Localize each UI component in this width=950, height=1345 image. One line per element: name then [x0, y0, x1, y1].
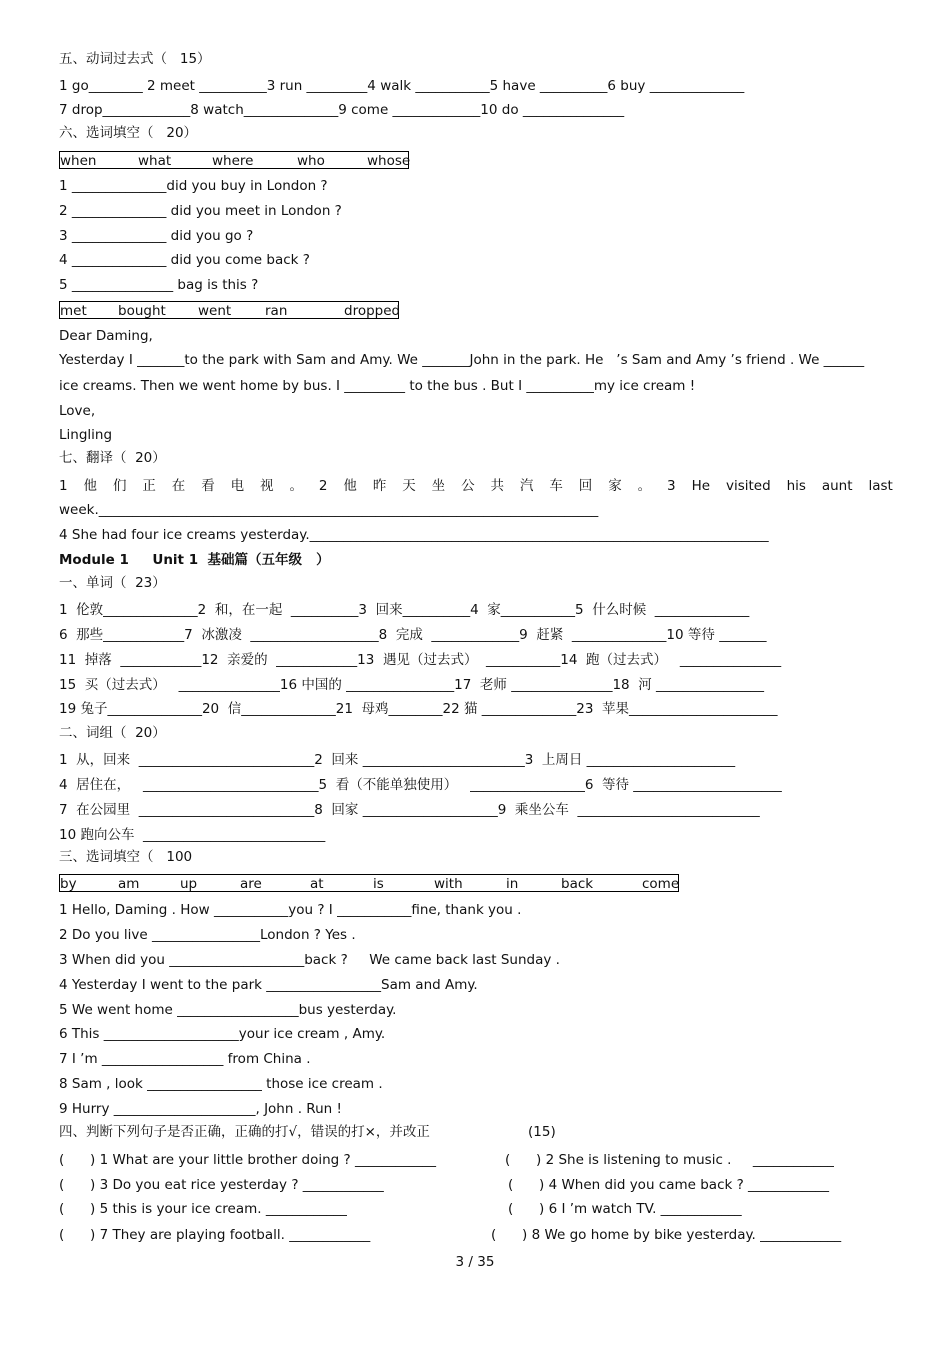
vocab-row: 6 那些____________7 冰激凌 ___________________8 完成 _____________9 赶紧 ______________10 等待 _______ [59, 627, 767, 643]
translation-word: 看 [201, 478, 215, 494]
translation-word: 共 [490, 478, 505, 494]
translation-word: 电 [230, 478, 245, 494]
section-3-question: 5 We went home __________________bus yesterday. [59, 1002, 397, 1018]
translation-line-1 [59, 477, 893, 495]
section-6-question: 5 _______________ bag is this ? [59, 277, 259, 293]
word-box-item: who [297, 153, 325, 169]
translation-word: 天 [402, 478, 416, 494]
word-box-1 [59, 151, 409, 169]
translation-word: 。 [289, 478, 303, 494]
vocab-row: 19 兔子______________20 信______________21 母鸡________22 猫 ______________23 苹果______________________ [59, 701, 778, 717]
section-6-question: 1 ______________did you buy in London ? [59, 178, 328, 194]
section-2-heading: 二、词组（ 20） [59, 725, 166, 741]
translation-word: 汽 [519, 478, 534, 494]
translation-word: 公 [461, 478, 475, 494]
page-number: 3 / 35 [455, 1254, 495, 1270]
vocab-row: 11 掉落 ____________12 亲爱的 ____________13 遇见（过去式） ___________14 跑（过去式） _______________ [59, 652, 782, 668]
vocab-row: 15 买（过去式） _______________16 中国的 ________________17 老师 _______________18 河 ________________ [59, 677, 764, 693]
translation-word: 3 [667, 478, 676, 494]
translation-word: 昨 [372, 478, 387, 494]
letter-line: ice creams. Then we went home by bus. I _________ to the bus . But I __________my ice cream ! [59, 378, 696, 394]
section-6-question: 4 ______________ did you come back ? [59, 252, 310, 268]
section-5-row-2: 7 drop_____________8 watch______________9 come _____________10 do _______________ [59, 102, 625, 118]
translation-word: 他 [343, 478, 357, 494]
section-3-question: 9 Hurry _____________________, John . Run ! [59, 1101, 342, 1117]
translation-word: his [786, 478, 806, 494]
phrase-row: 4 居住在， __________________________5 看（不能单独使用） _________________6 等待 ______________________ [59, 777, 782, 793]
word-box-item: is [373, 876, 384, 892]
phrase-row: 7 在公园里 __________________________8 回家 ____________________9 乘坐公车 ___________________________ [59, 802, 760, 818]
section-3-question: 2 Do you live ________________London ? Yes . [59, 927, 356, 943]
word-box-item: whose [367, 153, 411, 169]
section-3-question: 7 I ’m __________________ from China . [59, 1051, 311, 1067]
section-6-question: 3 ______________ did you go ? [59, 228, 254, 244]
section-3-question: 6 This ____________________your ice cream , Amy. [59, 1026, 386, 1042]
translation-word: visited [725, 478, 771, 494]
judge-item: ( ) 1 What are your little brother doing ? ____________ [59, 1152, 436, 1168]
section-3-question: 4 Yesterday I went to the park _________________Sam and Amy. [59, 977, 478, 993]
translation-word: 视 [260, 478, 274, 494]
translation-word: 他 [83, 478, 98, 494]
translation-word: 2 [318, 478, 328, 494]
phrase-row: 10 跑向公车 ___________________________ [59, 827, 326, 843]
judge-item: ( ) 5 this is your ice cream. ____________ [59, 1201, 347, 1217]
translation-word: 回 [578, 478, 593, 494]
word-box-3 [59, 874, 679, 892]
section-3-question: 8 Sam , look _________________ those ice cream . [59, 1076, 383, 1092]
module-title: Module 1 Unit 1 基础篇（五年级 ） [59, 552, 330, 568]
word-box-item: in [506, 876, 519, 892]
judge-item: ( ) 3 Do you eat rice yesterday ? ____________ [59, 1177, 384, 1193]
word-box-item: at [310, 876, 324, 892]
word-box-item: when [60, 153, 97, 169]
word-box-item: back [561, 876, 594, 892]
vocab-row: 1 伦敦______________2 和，在一起 __________3 回来__________4 家___________5 什么时候 ______________ [59, 602, 750, 618]
section-3-question: 3 When did you ____________________back ? We came back last Sunday . [59, 952, 560, 968]
section-7-heading: 七、翻译（ 20） [59, 450, 166, 466]
judge-item: ( ) 2 She is listening to music . ____________ [505, 1152, 834, 1168]
word-box-item: what [138, 153, 172, 169]
section-6-question: 2 ______________ did you meet in London ? [59, 203, 342, 219]
translation-word: 家 [608, 478, 622, 494]
letter-line: Lingling [59, 427, 113, 443]
word-box-item: am [118, 876, 140, 892]
translation-line-2: week.__________________________________________________________________________ [59, 502, 599, 518]
judge-item: ( ) 7 They are playing football. ____________ [59, 1227, 371, 1243]
translation-word: 坐 [431, 478, 446, 494]
phrase-row: 1 从，回来 __________________________2 回来 ________________________3 上周日 ______________________ [59, 752, 736, 768]
word-box-item: ran [265, 303, 288, 319]
translation-line-3: 4 She had four ice creams yesterday.____________________________________________________________________ [59, 527, 769, 543]
translation-word: 在 [171, 478, 186, 494]
section-1-heading: 一、单词（ 23） [59, 575, 166, 591]
translation-word: 车 [549, 478, 563, 494]
section-3-heading: 三、选词填空（ 100 [59, 849, 193, 865]
word-box-2 [59, 301, 399, 319]
translation-word: He [691, 478, 711, 494]
letter-line: Yesterday I _______to the park with Sam and Amy. We _______John in the park. He ’s Sam and Amy ’s friend . We ______ [59, 352, 865, 368]
judge-item: ( ) 8 We go home by bike yesterday. ____________ [491, 1227, 842, 1243]
section-3-question: 1 Hello, Daming . How ___________you ? I ___________fine, thank you . [59, 902, 522, 918]
section-4-score: (15) [528, 1124, 556, 1140]
word-box-item: dropped [344, 303, 401, 319]
section-6-heading: 六、选词填空（ 20） [59, 125, 198, 141]
translation-word: 们 [112, 478, 127, 494]
section-5-heading: 五、动词过去式（ 15） [59, 51, 211, 67]
letter-line: Dear Daming, [59, 328, 153, 344]
judge-item: ( ) 6 I ’m watch TV. ____________ [508, 1201, 742, 1217]
letter-line: Love, [59, 403, 96, 419]
word-box-item: went [198, 303, 232, 319]
judge-item: ( ) 4 When did you came back ? ____________ [508, 1177, 830, 1193]
word-box-item: are [240, 876, 262, 892]
translation-word: 。 [637, 478, 652, 494]
section-4-heading: 四、判断下列句子是否正确，正确的打√，错误的打×，并改正 [59, 1124, 430, 1140]
word-box-item: where [212, 153, 254, 169]
section-5-row-1: 1 go________ 2 meet __________3 run _________4 walk ___________5 have __________6 buy ______________ [59, 78, 745, 94]
word-box-item: come [642, 876, 680, 892]
word-box-item: bought [118, 303, 166, 319]
word-box-item: by [60, 876, 77, 892]
translation-word: last [868, 478, 893, 494]
translation-word: 1 [59, 478, 68, 494]
word-box-item: with [434, 876, 463, 892]
translation-word: 正 [142, 478, 156, 494]
word-box-item: met [60, 303, 87, 319]
word-box-item: up [180, 876, 198, 892]
translation-word: aunt [821, 478, 853, 494]
